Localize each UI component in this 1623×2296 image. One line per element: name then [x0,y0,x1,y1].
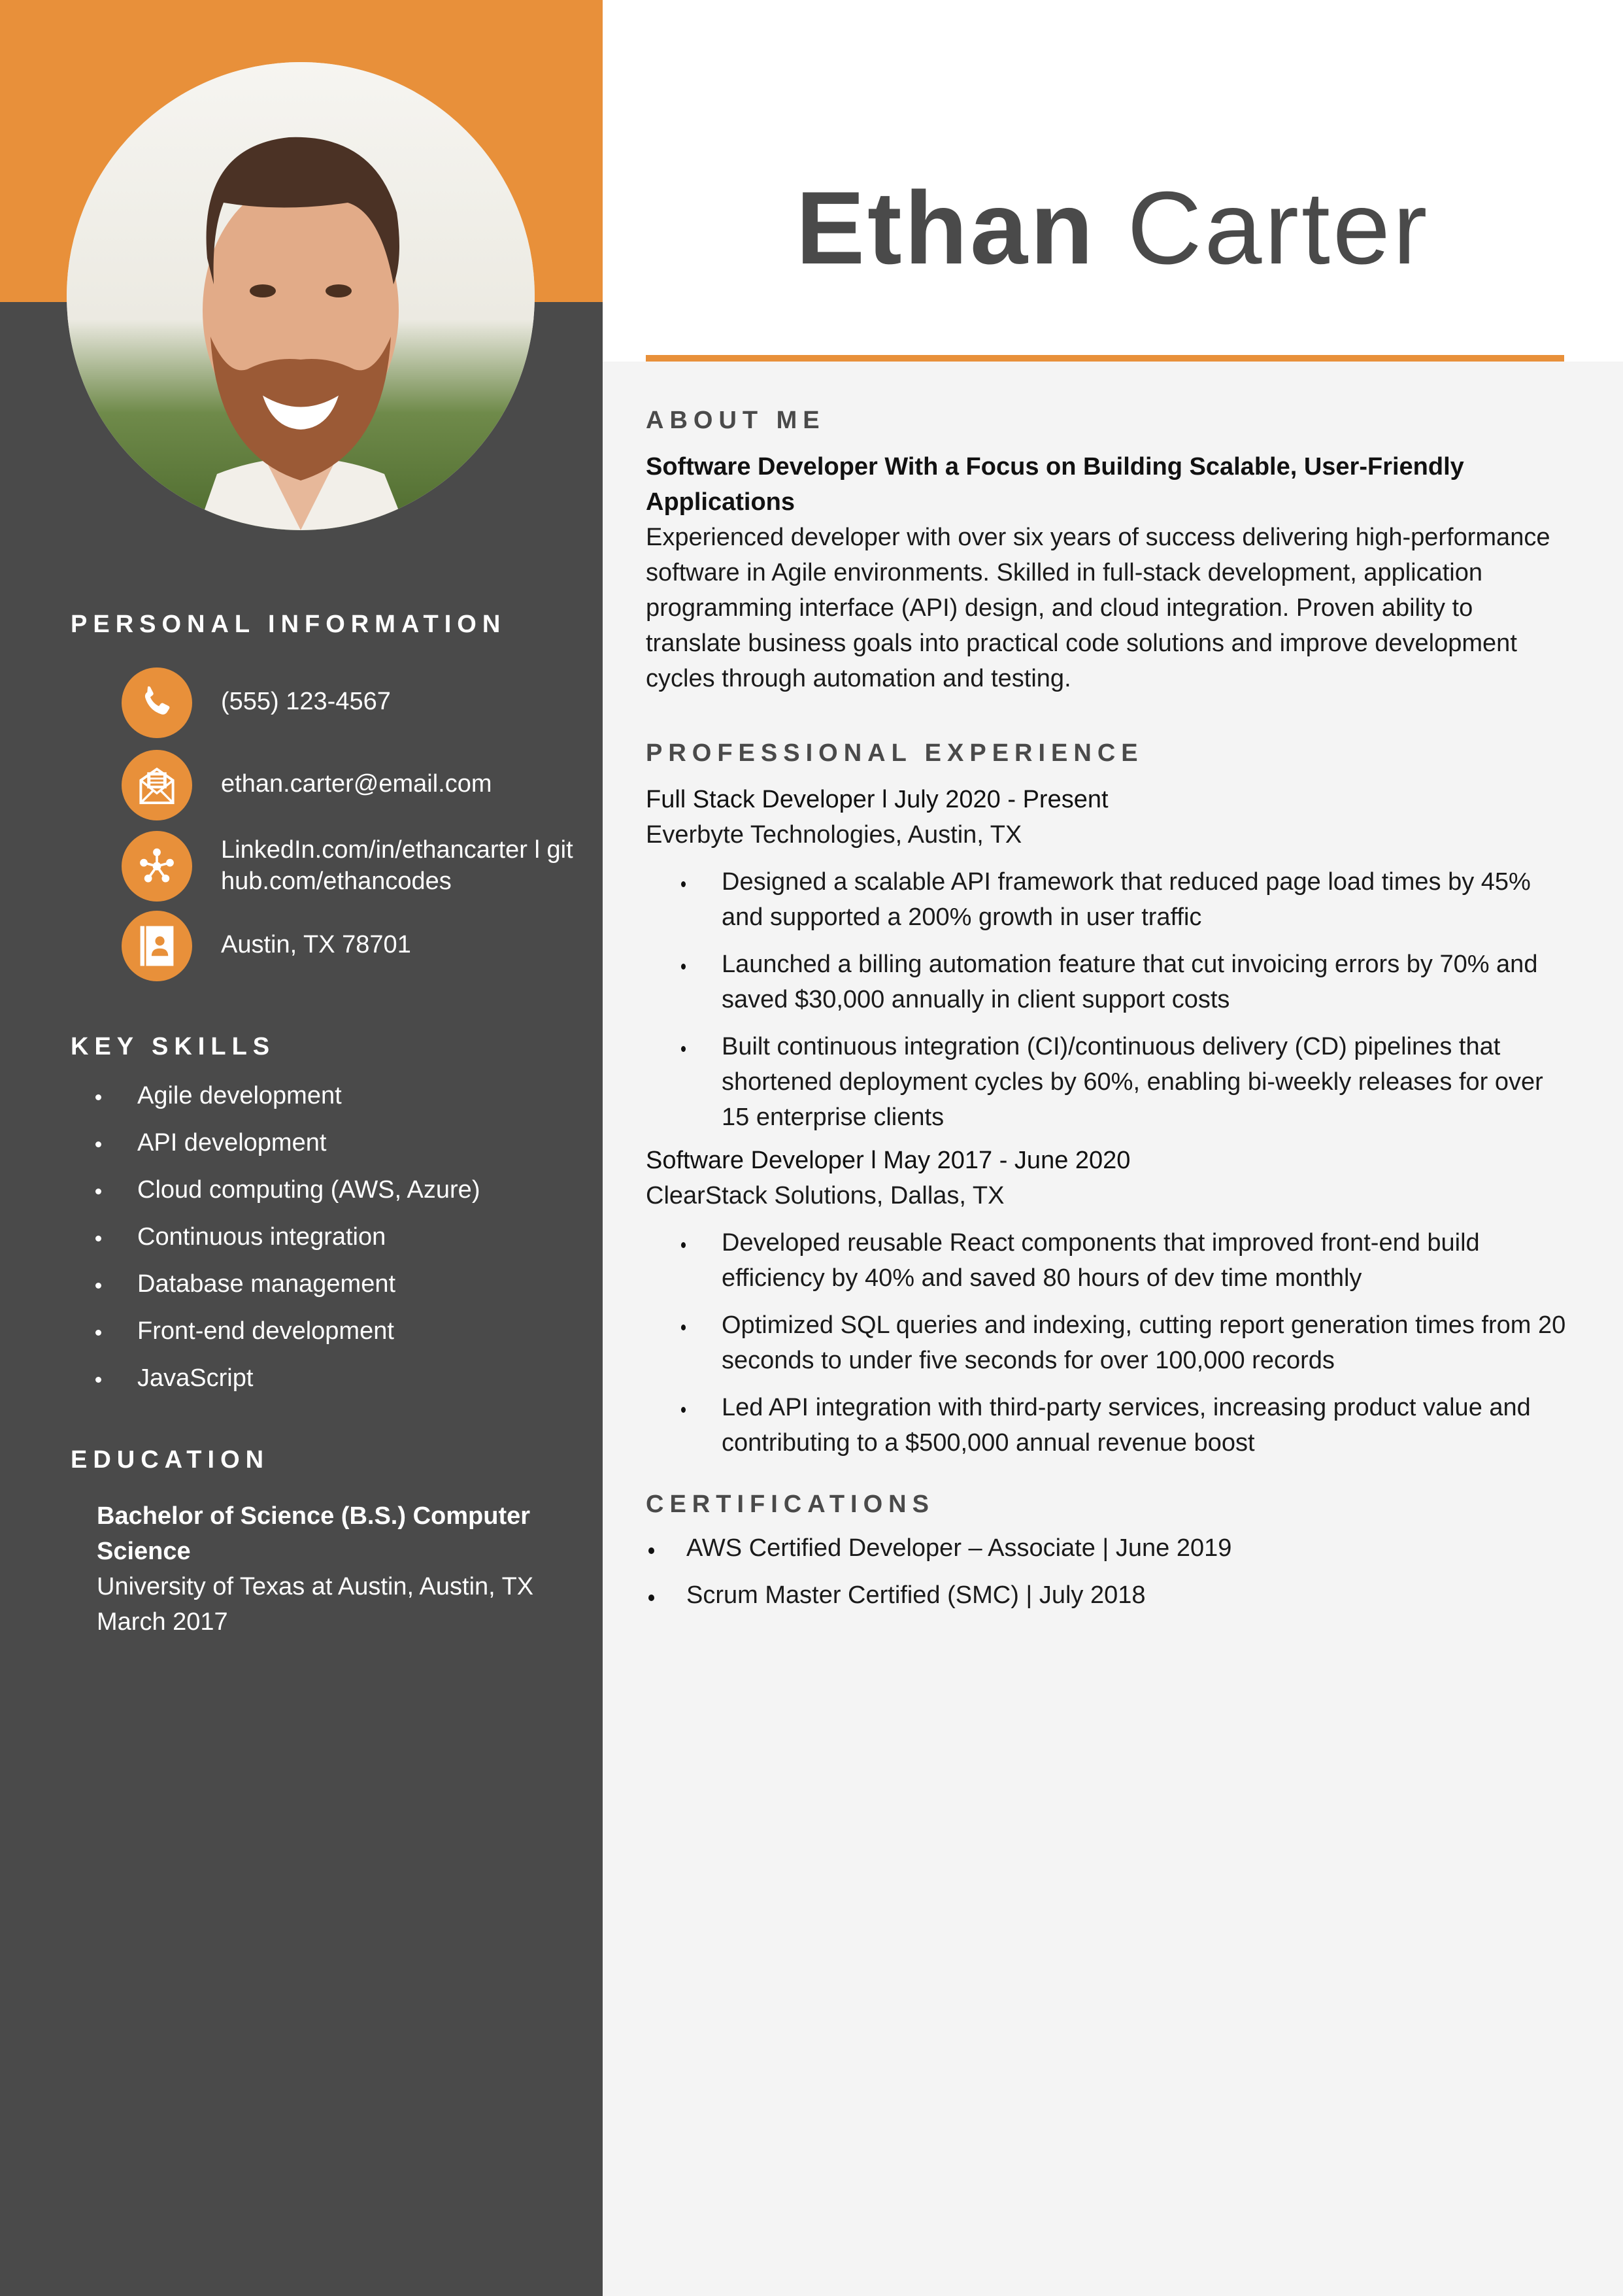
candidate-name [603,171,1623,286]
contact-location [122,911,574,981]
envelope-icon [122,750,192,820]
phone-number: (555) 123-4567 [221,688,391,715]
certification-item: Scrum Master Certified (SMC) | July 2018 [646,1578,1574,1613]
skill-item: Cloud computing (AWS, Azure) [71,1174,480,1221]
last-name: Carter [1127,171,1430,286]
profile-photo-icon [67,62,535,530]
job-bullets [646,864,1574,1135]
job-bullet: Launched a billing automation feature that cut invoicing errors by 70% and saved $30,000 annually in client support costs [646,947,1574,1017]
job-bullet: Built continuous integration (CI)/continuous delivery (CD) pipelines that shortened deployment cycles by 60%, enabling bi-weekly releases for over 15 enterprise clients [646,1029,1574,1135]
location: Austin, TX 78701 [221,931,411,958]
experience-heading: PROFESSIONAL EXPERIENCE [646,739,1144,767]
skill-item: Front-end development [71,1315,480,1362]
email-address: ethan.carter@email.com [221,770,492,798]
key-skills-heading: KEY SKILLS [71,1033,276,1060]
contact-email [122,750,574,820]
main-content [646,392,1574,1625]
job-title: Software Developer l May 2017 - June 2020 [646,1147,1131,1174]
job-bullet: Led API integration with third-party services, increasing product value and contributing to a $500,000 annual revenue boost [646,1390,1574,1460]
contact-links [122,831,574,902]
phone-icon [122,667,192,738]
about-summary: Experienced developer with over six years of success delivering high-performance software in Agile environments. Skilled in full-stack development, application programming interface (API) design, and cloud integration. Proven ability to translate business goals into practical code solutions and improve development cycles through automation and testing. [646,524,1550,692]
job-bullet: Optimized SQL queries and indexing, cutting report generation times from 20 seconds to under five seconds for over 100,000 records [646,1308,1574,1378]
certification-item: AWS Certified Developer – Associate | June 2019 [646,1530,1574,1566]
job-entry [646,782,1574,1135]
contact-phone [122,667,574,738]
degree: Bachelor of Science (B.S.) Computer Science [97,1502,531,1565]
job-bullet: Designed a scalable API framework that reduced page load times by 45% and supported a 200% growth in user traffic [646,864,1574,935]
about-headline: Software Developer With a Focus on Building Scalable, User-Friendly Applications [646,453,1464,516]
about-heading: ABOUT ME [646,407,826,434]
skill-item: Database management [71,1268,480,1315]
profile-photo [67,62,535,530]
job-company: Everbyte Technologies, Austin, TX [646,821,1022,849]
skills-list [71,1080,480,1410]
graduation-date: March 2017 [97,1608,228,1636]
skill-item: Agile development [71,1080,480,1127]
education-heading: EDUCATION [71,1446,270,1474]
job-entry [646,1143,1574,1460]
skill-item: JavaScript [71,1362,480,1410]
job-company: ClearStack Solutions, Dallas, TX [646,1182,1005,1209]
certifications-heading: CERTIFICATIONS [646,1491,935,1518]
school: University of Texas at Austin, Austin, TX [97,1573,534,1600]
skill-item: Continuous integration [71,1221,480,1268]
first-name: Ethan [795,171,1096,286]
address-book-icon [122,911,192,981]
skill-item: API development [71,1127,480,1174]
network-icon [122,831,192,902]
personal-information-heading: PERSONAL INFORMATION [71,611,507,638]
profile-links: LinkedIn.com/in/ethancarter l github.com/ethancodes [221,836,573,895]
job-bullets [646,1225,1574,1460]
certifications-list [646,1530,1574,1613]
education-entry [97,1498,567,1640]
job-bullet: Developed reusable React components that improved front-end build efficiency by 40% and saved 80 hours of dev time monthly [646,1225,1574,1296]
header-divider [646,355,1564,362]
job-title: Full Stack Developer l July 2020 - Present [646,786,1109,813]
